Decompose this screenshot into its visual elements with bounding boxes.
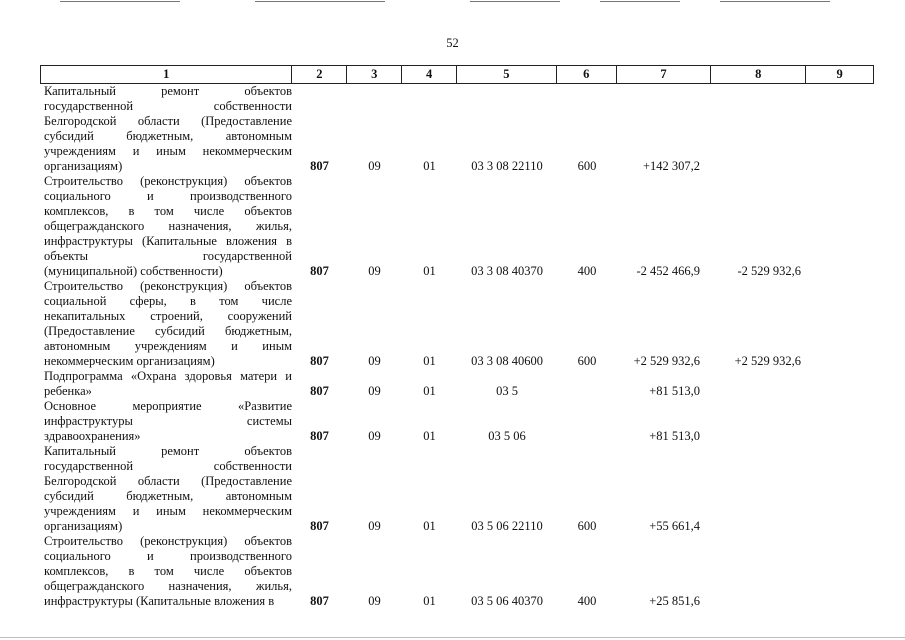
- cell-col-5: 03 5 06: [488, 429, 526, 443]
- cell-col-3: 09: [368, 264, 381, 278]
- description-line: объекты государственной: [44, 249, 292, 263]
- cell-col-4: 01: [423, 594, 436, 608]
- table-row: [44, 174, 874, 279]
- description-line: некапитальных строений, сооружений: [44, 309, 292, 323]
- cell-col-6: 400: [577, 594, 597, 608]
- cell-col-5: 03 5 06 22110: [471, 519, 543, 533]
- description-line: социального и производственного: [44, 549, 292, 563]
- description-line: (Предоставление субсидий бюджетным,: [44, 324, 292, 338]
- header-col-9: 9: [836, 67, 843, 81]
- cell-col-2: 807: [310, 519, 329, 533]
- cell-col-3: 09: [368, 519, 381, 533]
- description-line: учреждениям и иным некоммерческим: [44, 144, 292, 158]
- cell-col-4: 01: [423, 384, 436, 398]
- description-line: Строительство (реконструкция) объектов: [44, 534, 292, 548]
- cell-col-5: 03 3 08 22110: [471, 159, 543, 173]
- cell-col-7: +81 513,0: [649, 384, 700, 398]
- cell-col-3: 09: [368, 159, 381, 173]
- cell-col-7: +55 661,4: [649, 519, 700, 533]
- cell-col-2: 807: [310, 354, 329, 368]
- header-col-8: 8: [711, 66, 806, 83]
- description-line: организациям): [44, 159, 123, 173]
- cell-col-7: +81 513,0: [649, 429, 700, 443]
- description-line: социальной сферы, в том числе: [44, 294, 292, 308]
- cell-col-3: 09: [368, 354, 381, 368]
- cell-col-5: 03 5: [496, 384, 518, 398]
- row-description: [44, 534, 292, 609]
- table-row: [44, 84, 874, 174]
- description-line: Капитальный ремонт объектов: [44, 444, 292, 458]
- cell-col-4: 01: [423, 519, 436, 533]
- description-line: Строительство (реконструкция) объектов: [44, 279, 292, 293]
- description-line: Капитальный ремонт объектов: [44, 84, 292, 98]
- description-line: Белгородской области (Предоставление: [44, 114, 292, 128]
- description-line: субсидий бюджетным, автономным: [44, 129, 292, 143]
- cell-col-5: 03 3 08 40600: [471, 354, 543, 368]
- header-col-7: 7: [617, 66, 712, 83]
- cell-col-6: 600: [577, 159, 597, 173]
- cell-col-5: 03 5 06 40370: [471, 594, 543, 608]
- cell-col-3: 09: [368, 384, 381, 398]
- description-line: государственной собственности: [44, 99, 292, 113]
- cell-col-2: 807: [310, 264, 329, 278]
- cell-col-7: +2 529 932,6: [633, 354, 700, 368]
- cell-col-8: +2 529 932,6: [734, 354, 801, 368]
- table-body: [44, 84, 874, 609]
- cell-col-6: 400: [577, 264, 597, 278]
- description-line: Подпрограмма «Охрана здоровья матери и: [44, 369, 292, 383]
- table-row: [44, 534, 874, 609]
- description-line: инфраструктуры (Капитальные вложения в: [44, 234, 292, 248]
- cell-col-3: 09: [368, 429, 381, 443]
- header-col-5: 5: [457, 66, 557, 83]
- description-line: Белгородской области (Предоставление: [44, 474, 292, 488]
- description-line: Строительство (реконструкция) объектов: [44, 174, 292, 188]
- cell-col-3: 09: [368, 594, 381, 608]
- header-col-1: 1: [41, 66, 292, 83]
- header-col-2: 2: [292, 66, 347, 83]
- header-col-4: 4: [402, 66, 457, 83]
- cell-col-4: 01: [423, 429, 436, 443]
- description-line: общегражданского назначения, жилья,: [44, 579, 292, 593]
- row-description: [44, 174, 292, 279]
- cell-col-2: 807: [310, 384, 329, 398]
- table-header: [40, 65, 874, 84]
- cell-col-6: 600: [577, 354, 597, 368]
- table-row: [44, 369, 874, 399]
- header-col-6: 6: [557, 66, 617, 83]
- description-line: инфраструктуры системы: [44, 414, 292, 428]
- description-line: организациям): [44, 519, 123, 533]
- description-line: общегражданского назначения, жилья,: [44, 219, 292, 233]
- header-col-3: 3: [347, 66, 402, 83]
- row-description: [44, 444, 292, 534]
- description-line: ребенка»: [44, 384, 92, 398]
- description-line: автономным учреждениям и иным: [44, 339, 292, 353]
- table-row: [44, 279, 874, 369]
- cell-col-6: 600: [577, 519, 597, 533]
- row-description: [44, 369, 292, 399]
- row-description: [44, 84, 292, 174]
- page-number: 52: [446, 36, 459, 50]
- description-line: социального и производственного: [44, 189, 292, 203]
- description-line: субсидий бюджетным, автономным: [44, 489, 292, 503]
- cell-col-5: 03 3 08 40370: [471, 264, 543, 278]
- cell-col-2: 807: [310, 159, 329, 173]
- cell-col-7: +25 851,6: [649, 594, 700, 608]
- table-row: [44, 399, 874, 444]
- description-line: здравоохранения»: [44, 429, 141, 443]
- cell-col-4: 01: [423, 264, 436, 278]
- description-line: Основное мероприятие «Развитие: [44, 399, 292, 413]
- description-line: комплексов, в том числе объектов: [44, 564, 292, 578]
- cell-col-7: -2 452 466,9: [636, 264, 700, 278]
- description-line: учреждениям и иным некоммерческим: [44, 504, 292, 518]
- cell-col-2: 807: [310, 429, 329, 443]
- cell-col-7: +142 307,2: [642, 159, 700, 173]
- cell-col-2: 807: [310, 594, 329, 608]
- description-line: (муниципальной) собственности): [44, 264, 223, 278]
- cell-col-4: 01: [423, 354, 436, 368]
- cell-col-8: -2 529 932,6: [737, 264, 801, 278]
- cell-col-4: 01: [423, 159, 436, 173]
- description-line: инфраструктуры (Капитальные вложения в: [44, 594, 275, 608]
- table-row: [44, 444, 874, 534]
- description-line: государственной собственности: [44, 459, 292, 473]
- description-line: некоммерческим организациям): [44, 354, 215, 368]
- row-description: [44, 279, 292, 369]
- row-description: [44, 399, 292, 444]
- description-line: комплексов, в том числе объектов: [44, 204, 292, 218]
